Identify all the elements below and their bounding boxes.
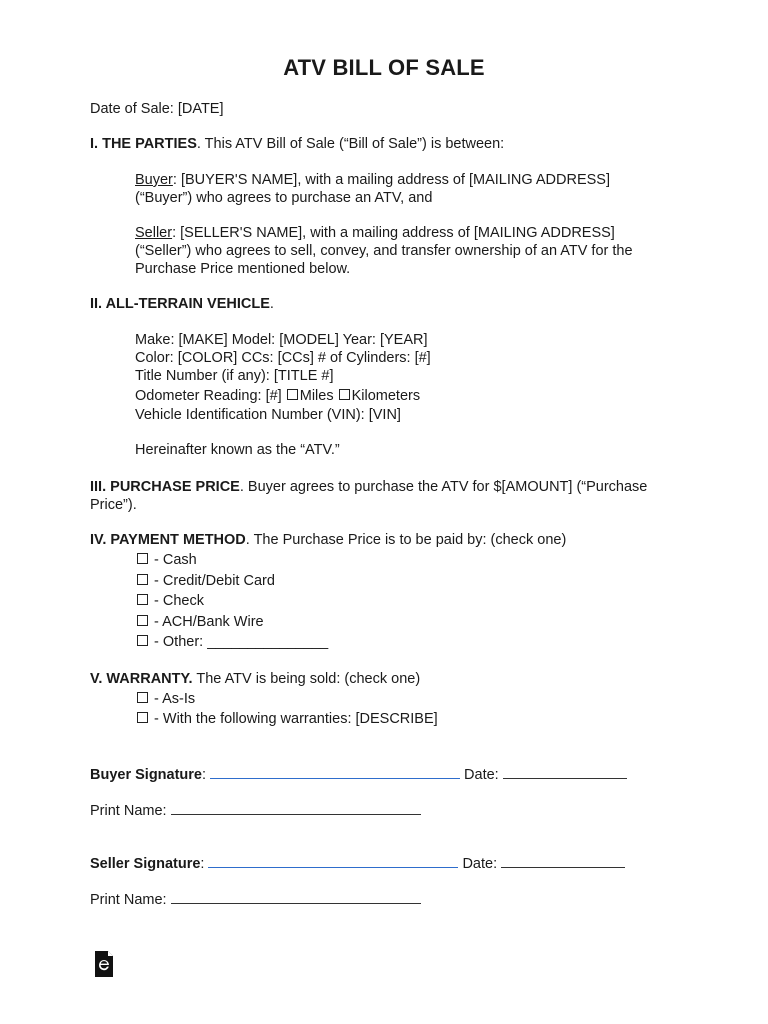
payment-option-check [136, 592, 204, 610]
buyer-print-name-field[interactable] [171, 800, 421, 815]
payment-option-label: - Cash [154, 552, 197, 568]
ach-checkbox[interactable] [137, 615, 148, 626]
seller-label: Seller [135, 225, 173, 241]
miles-checkbox[interactable] [287, 389, 298, 400]
buyer-date-field[interactable] [503, 764, 627, 779]
payment-option-other [136, 633, 328, 651]
seller-line-3: Purchase Price mentioned below. [135, 261, 351, 277]
colon: : [202, 767, 207, 783]
payment-option-cash [136, 551, 197, 569]
buyer-date-label: Date: [464, 767, 499, 783]
seller-print-name-label: Print Name: [90, 892, 167, 908]
vehicle-heading: II. ALL-TERRAIN VEHICLE [90, 296, 270, 312]
seller-date-label: Date: [462, 856, 498, 872]
buyer-signature-row [90, 764, 627, 784]
kilometers-checkbox[interactable] [339, 389, 350, 400]
buyer-label: Buyer [135, 172, 173, 188]
seller-print-name-field[interactable] [171, 889, 421, 904]
payment-section [90, 531, 566, 549]
seller-signature-row [90, 853, 625, 873]
date-of-sale: Date of Sale: [DATE] [90, 101, 224, 117]
odometer-label: Odometer Reading: [#] [135, 388, 282, 404]
parties-section [90, 135, 504, 153]
hereinafter-line: Hereinafter known as the “ATV.” [135, 442, 340, 458]
seller-signature-field[interactable] [208, 853, 458, 868]
seller-line-2: (“Seller”) who agrees to sell, convey, and transfer ownership of an ATV for the [135, 243, 633, 259]
payment-option-label: - Credit/Debit Card [154, 573, 275, 589]
buyer-signature-label: Buyer Signature [90, 767, 202, 783]
eforms-logo-icon [93, 950, 115, 978]
seller-signature-label: Seller Signature [90, 856, 201, 872]
vin-line: Vehicle Identification Number (VIN): [VIN] [135, 407, 401, 423]
seller-line-1 [135, 224, 615, 242]
price-line-2: Price”). [90, 497, 137, 513]
vehicle-make-line: Make: [MAKE] Model: [MODEL] Year: [YEAR] [135, 332, 428, 348]
card-checkbox[interactable] [137, 574, 148, 585]
seller-date-field[interactable] [501, 853, 625, 868]
check-checkbox[interactable] [137, 594, 148, 605]
odometer-line [135, 387, 420, 405]
payment-option-label: - Check [154, 593, 204, 609]
price-heading: III. PURCHASE PRICE [90, 479, 240, 495]
vehicle-color-line: Color: [COLOR] CCs: [CCs] # of Cylinders: [#] [135, 350, 431, 366]
warranty-option-label: - With the following warranties: [DESCRIBE] [154, 711, 438, 727]
warranty-option-as-is [136, 690, 195, 708]
payment-intro: . The Purchase Price is to be paid by: (check one) [245, 532, 567, 548]
warranty-intro: The ATV is being sold: (check one) [192, 671, 421, 687]
colon: : [200, 856, 205, 872]
cash-checkbox[interactable] [137, 553, 148, 564]
as-is-checkbox[interactable] [137, 692, 148, 703]
buyer-print-name-row [90, 800, 421, 820]
miles-label: Miles [299, 388, 334, 404]
warranty-heading: V. WARRANTY. [90, 671, 193, 687]
buyer-signature-field[interactable] [210, 764, 460, 779]
price-line-1 [90, 478, 647, 496]
warranty-option-warranties [136, 710, 438, 728]
vehicle-section [90, 295, 274, 313]
seller-text-1: : [SELLER'S NAME], with a mailing address of [MAILING ADDRESS] [172, 225, 615, 241]
price-text-1: . Buyer agrees to purchase the ATV for $[AMOUNT] (“Purchase [239, 479, 648, 495]
other-checkbox[interactable] [137, 635, 148, 646]
payment-option-label: - ACH/Bank Wire [154, 614, 264, 630]
payment-heading: IV. PAYMENT METHOD [90, 532, 246, 548]
document-title: ATV BILL OF SALE [283, 55, 485, 80]
payment-option-card [136, 572, 275, 590]
warranties-checkbox[interactable] [137, 712, 148, 723]
buyer-line-1 [135, 171, 610, 189]
warranty-option-label: - As-Is [154, 691, 196, 707]
buyer-line-2: (“Buyer”) who agrees to purchase an ATV, and [135, 190, 433, 206]
payment-option-ach [136, 613, 264, 631]
vehicle-title-line: Title Number (if any): [TITLE #] [135, 368, 334, 384]
vehicle-heading-suffix: . [269, 296, 274, 312]
warranty-section [90, 670, 420, 688]
buyer-text-1: : [BUYER'S NAME], with a mailing address of [MAILING ADDRESS] [172, 172, 610, 188]
buyer-print-name-label: Print Name: [90, 803, 167, 819]
payment-option-label: - Other: _______________ [154, 634, 329, 650]
kilometers-label: Kilometers [351, 388, 421, 404]
parties-intro: . This ATV Bill of Sale (“Bill of Sale”) is between: [196, 136, 505, 152]
seller-print-name-row [90, 889, 421, 909]
parties-heading: I. THE PARTIES [90, 136, 197, 152]
